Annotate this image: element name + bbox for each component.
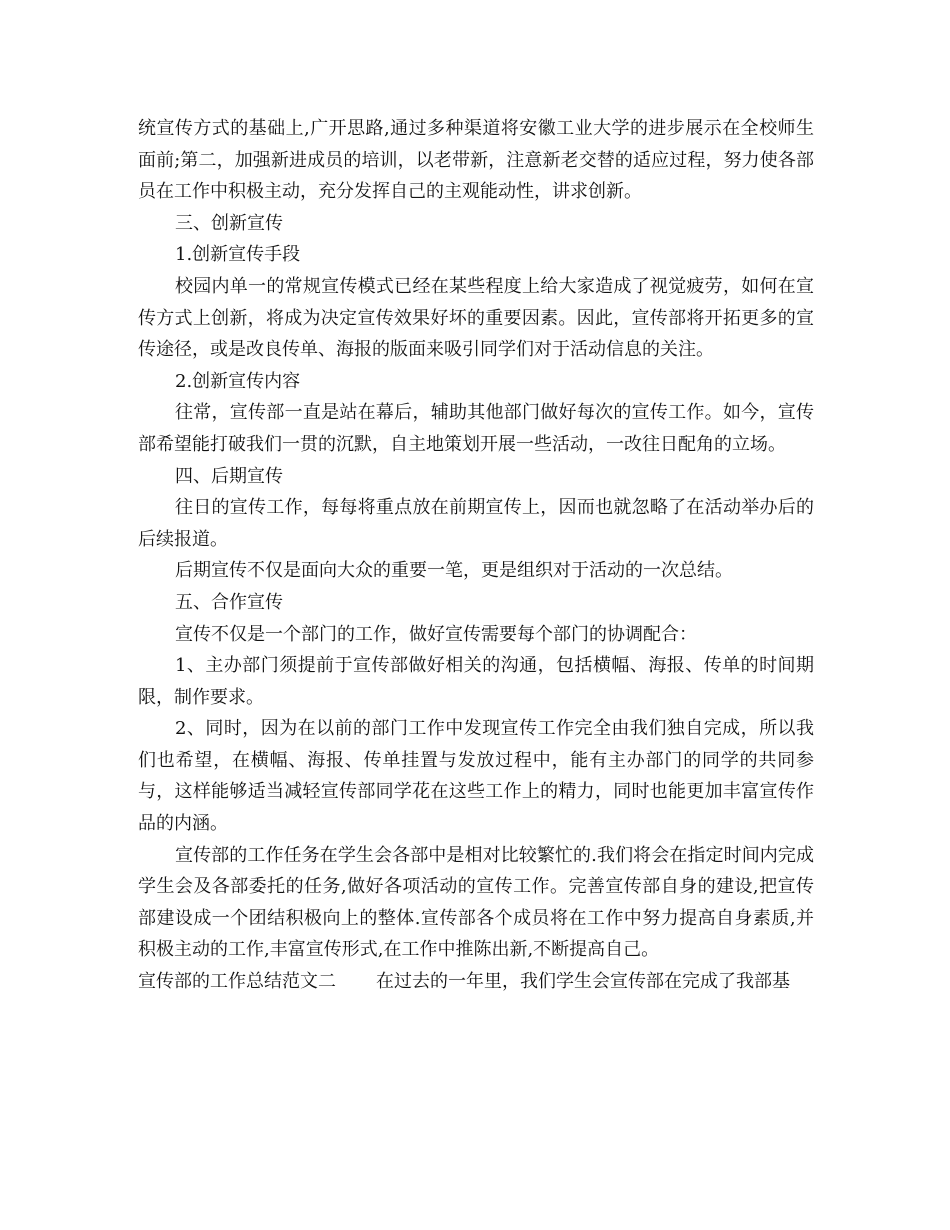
sample-two-title: 宣传部的工作总结范文二 [138,971,336,993]
sample-two-opening: 在过去的一年里，我们学生会宣传部在完成了我部基 [376,971,790,993]
document-body [138,113,814,998]
heading-innovation-publicity: 三、创新宣传 [175,212,283,234]
paragraph-later-publicity: 往日的宣传工作，每每将重点放在前期宣传上，因而也就忽略了在活动举办后的后续报道。 [138,497,814,550]
subheading-innovation-content: 2.创新宣传内容 [175,370,301,392]
paragraph-innovation-methods: 校园内单一的常规宣传模式已经在某些程度上给大家造成了视觉疲劳，如何在宣传方式上创新，将成为决定宣传效果好坏的重要因素。因此，宣传部将开拓更多的宣传途径，或是改良传单、海报的版面来吸引同学们对于活动信息的关注。 [138,275,814,361]
paragraph-cooperation-intro: 宣传不仅是一个部门的工作，做好宣传需要每个部门的协调配合： [175,623,697,645]
paragraph-later-summary: 后期宣传不仅是面向大众的重要一笔，更是组织对于活动的一次总结。 [175,560,733,582]
subheading-innovation-methods: 1.创新宣传手段 [175,244,301,266]
list-item-cooperation-2: 2、同时，因为在以前的部门工作中发现宣传工作完全由我们独自完成，所以我们也希望，在横幅、海报、传单挂置与发放过程中，能有主办部门的同学的共同参与，这样能够适当减轻宣传部同学花在这些工作上的精力，同时也能更加丰富宣传作品的内涵。 [138,718,814,835]
list-item-cooperation-1: 1、主办部门须提前于宣传部做好相关的沟通，包括横幅、海报、传单的时间期限，制作要求。 [138,655,814,708]
heading-later-publicity: 四、后期宣传 [175,465,283,487]
paragraph-intro-continued: 统宣传方式的基础上,广开思路,通过多种渠道将安徽工业大学的进步展示在全校师生面前;第二，加强新进成员的培训，以老带新，注意新老交替的适应过程，努力使各部员在工作中积极主动，充分发挥自己的主观能动性，讲求创新。 [138,118,814,203]
final-line [138,966,814,998]
heading-cooperative-publicity: 五、合作宣传 [175,591,283,613]
paragraph-department-conclusion: 宣传部的工作任务在学生会各部中是相对比较繁忙的.我们将会在指定时间内完成学生会及各部委托的任务,做好各项活动的宣传工作。完善宣传部自身的建设,把宣传部建设成一个团结积极向上的整体.宣传部各个成员将在工作中努力提高自身素质,并积极主动的工作,丰富宣传形式,在工作中推陈出新,不断提高自己。 [138,844,814,961]
paragraph-innovation-content: 往常，宣传部一直是站在幕后，辅助其他部门做好每次的宣传工作。如今，宣传部希望能打破我们一贯的沉默，自主地策划开展一些活动，一改往日配角的立场。 [138,402,814,455]
